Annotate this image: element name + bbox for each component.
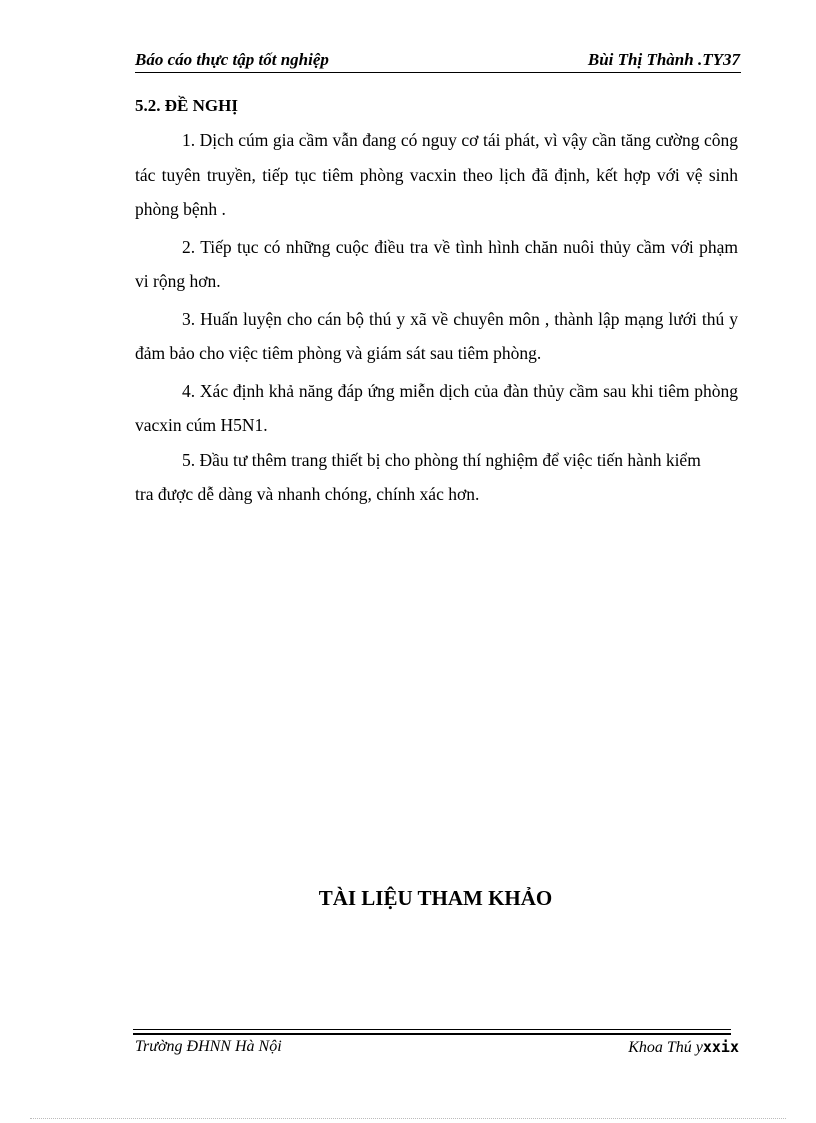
footer-rule-thin — [133, 1029, 731, 1030]
recommendation-paragraph-1: 1. Dịch cúm gia cầm vẫn đang có nguy cơ tái phát, vì vậy cần tăng cường công tác tuyên truyền, tiếp tục tiêm phòng vacxin theo lịch đã định, kết hợp với vệ sinh phòng bệnh . — [135, 130, 738, 219]
page-footer — [135, 1038, 739, 1060]
recommendation-paragraph-2: 2. Tiếp tục có những cuộc điều tra về tình hình chăn nuôi thủy cầm với phạm vi rộng hơn. — [135, 236, 738, 291]
section-heading: 5.2. ĐỀ NGHỊ — [135, 96, 238, 115]
header-report-title: Báo cáo thực tập tốt nghiệp — [135, 50, 329, 69]
footer-department: Khoa Thú y — [628, 1039, 703, 1056]
recommendation-paragraph-3: 3. Huấn luyện cho cán bộ thú y xã về chuyên môn , thành lập mạng lưới thú y đảm bảo cho việc tiêm phòng và giám sát sau tiêm phòng. — [135, 308, 738, 363]
page-number: xxix — [702, 1038, 739, 1056]
footer-university: Trường ĐHNN Hà Nội — [135, 1038, 282, 1055]
page-bottom-border — [30, 1118, 786, 1119]
recommendation-paragraph-4: 4. Xác định khả năng đáp ứng miễn dịch của đàn thủy cầm sau khi tiêm phòng vacxin cúm H5N1. — [135, 380, 738, 435]
header-author: Bùi Thị Thành .TY37 — [587, 50, 740, 69]
recommendation-paragraph-5: 5. Đầu tư thêm trang thiết bị cho phòng thí nghiệm để việc tiến hành kiểm tra được dễ dàng và nhanh chóng, chính xác hơn. — [135, 449, 701, 504]
header-rule — [135, 72, 741, 73]
references-title: TÀI LIỆU THAM KHẢO — [318, 886, 553, 910]
footer-department-group — [628, 1038, 739, 1057]
footer-rule-thick — [133, 1033, 731, 1035]
page-header — [135, 50, 740, 72]
main-content — [135, 92, 738, 512]
